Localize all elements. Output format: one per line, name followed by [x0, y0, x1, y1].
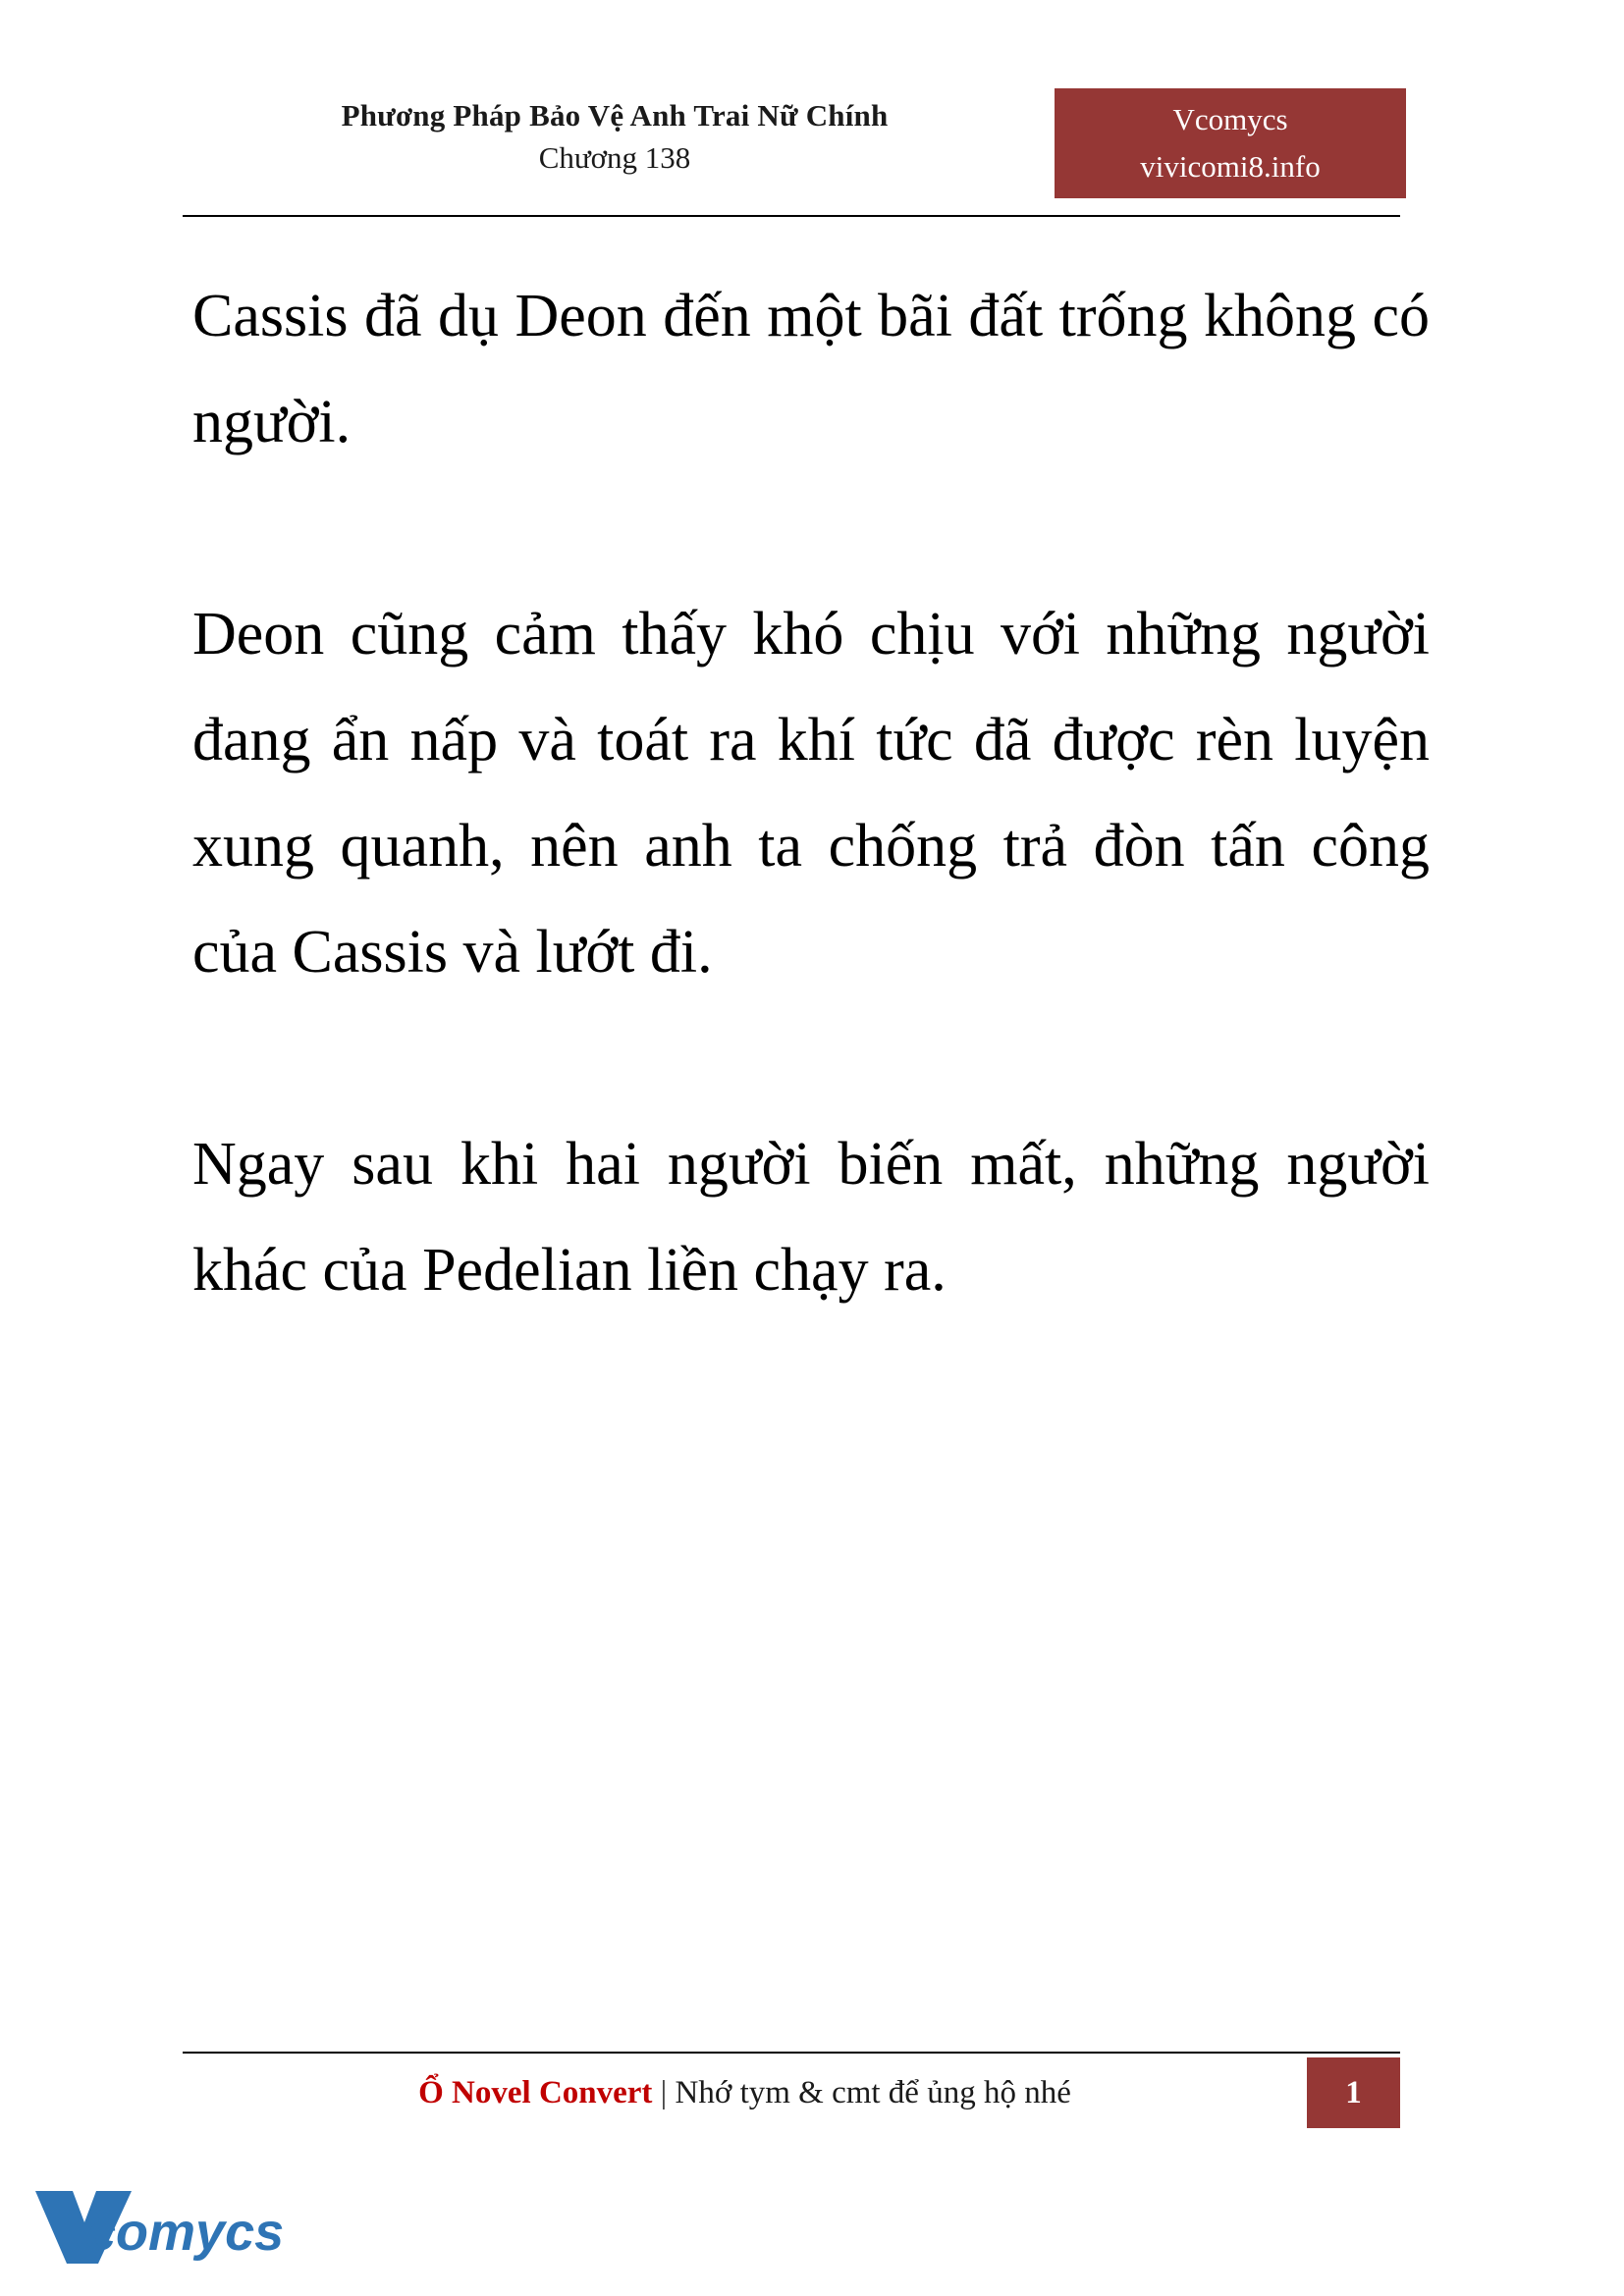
paragraph: Deon cũng cảm thấy khó chịu với những người đang ẩn nấp và toát ra khí tức đã được rèn luyện xung quanh, nên anh ta chống trả đòn tấn công của Cassis và lướt đi. [192, 601, 1430, 986]
chapter-label: Chương 138 [538, 140, 691, 175]
footer-separator: | [660, 2075, 668, 2110]
brand-name: Vcomycs [1172, 102, 1288, 136]
page-footer [183, 2057, 1400, 2132]
svg-text:comycs: comycs [86, 2203, 285, 2262]
document-title: Phương Pháp Bảo Vệ Anh Trai Nữ Chính [341, 98, 889, 133]
header-brand-badge [1055, 88, 1406, 198]
page-number-badge: 1 [1307, 2057, 1400, 2128]
footer-divider [183, 2052, 1400, 2054]
footer-note-block [183, 2067, 1307, 2118]
paragraph: Ngay sau khi hai người biến mất, những người khác của Pedelian liền chạy ra. [192, 1131, 1430, 1304]
page-content [192, 263, 1430, 1323]
header-divider [183, 215, 1400, 217]
vcomycs-watermark-logo [29, 2177, 285, 2275]
footer-brand: Ổ Novel Convert [418, 2075, 653, 2110]
brand-site: vivicomi8.info [1140, 149, 1321, 184]
footer-note: Nhớ tym & cmt để ủng hộ nhé [675, 2075, 1071, 2110]
page-header [183, 94, 1400, 212]
header-title-block [183, 94, 1047, 179]
paragraph: Cassis đã dụ Deon đến một bãi đất trống không có người. [192, 283, 1430, 455]
